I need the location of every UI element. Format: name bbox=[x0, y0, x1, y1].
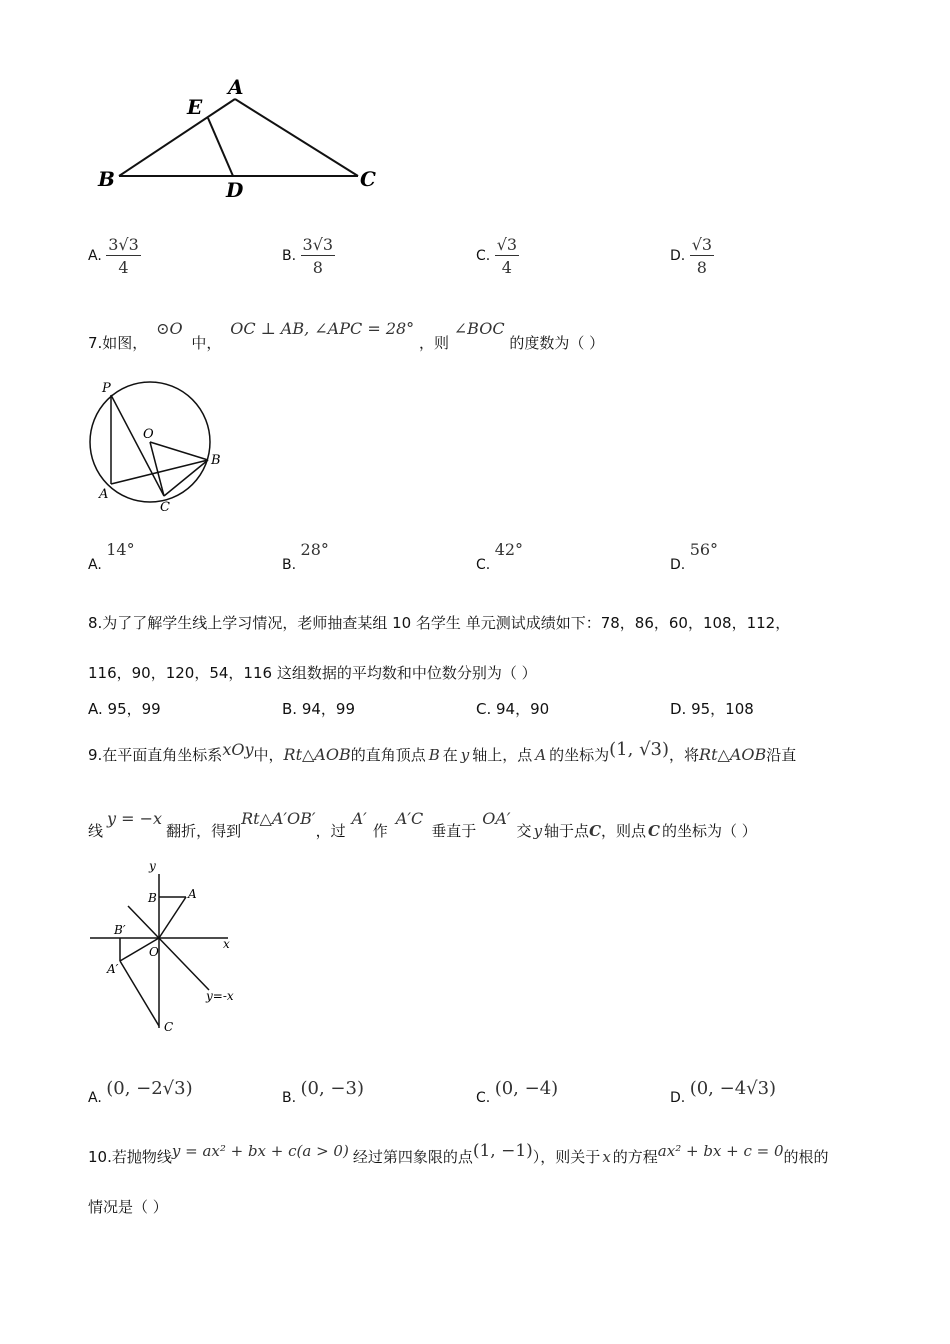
q7-ze: ，则 bbox=[418, 334, 449, 352]
triangle-figure bbox=[90, 72, 390, 202]
option-value: (0, −4) bbox=[494, 1078, 559, 1099]
q9-text: 翻折，得到 bbox=[166, 822, 242, 840]
q9-text: 中， bbox=[253, 746, 284, 764]
label-b: B bbox=[211, 453, 221, 468]
q10-text: 经过第四象限的点 bbox=[352, 1148, 473, 1166]
q7-angle: ∠BOC bbox=[453, 319, 505, 338]
option-fraction bbox=[690, 235, 714, 277]
line-y-neg-x bbox=[128, 906, 209, 990]
q9-text: 作 bbox=[372, 822, 388, 840]
fraction-numerator: √3 bbox=[691, 235, 713, 254]
q7-circle: ⊙O bbox=[156, 319, 183, 338]
q10-text: 的根的 bbox=[783, 1148, 829, 1166]
circle-figure bbox=[88, 372, 233, 517]
option-value: 14° bbox=[106, 540, 135, 559]
label-a: A bbox=[188, 887, 197, 901]
segment-ab bbox=[119, 99, 235, 176]
q8-option-a[interactable]: A. 95，99 bbox=[88, 700, 161, 718]
option-letter: B. bbox=[282, 248, 297, 264]
q7-option-d[interactable] bbox=[670, 540, 719, 573]
q10-equation: ax² + bx + c = 0 bbox=[657, 1142, 784, 1160]
q9-text: 在 bbox=[442, 746, 458, 764]
q9-line-2 bbox=[88, 808, 757, 840]
q9-text: 轴于点 bbox=[544, 822, 590, 840]
q8-option-d[interactable]: D. 95，108 bbox=[670, 700, 754, 718]
q7-option-c[interactable] bbox=[476, 540, 524, 573]
q9-text: 的直角顶点 bbox=[350, 746, 426, 764]
q9-rt-aob: Rt△AOB bbox=[283, 745, 351, 764]
q7-option-a[interactable] bbox=[88, 540, 135, 573]
segment-ac bbox=[235, 99, 358, 176]
fraction-denominator: 8 bbox=[312, 258, 323, 277]
q9-option-d[interactable] bbox=[670, 1078, 777, 1106]
q6-option-d[interactable] bbox=[670, 235, 714, 277]
q9-text: 9.在平面直角坐标系 bbox=[88, 746, 223, 764]
label-c: C bbox=[360, 167, 376, 191]
segment-oc bbox=[150, 442, 164, 496]
option-letter: C. bbox=[476, 248, 491, 264]
label-ap: A′ bbox=[107, 962, 119, 976]
q9-text: ，过 bbox=[315, 822, 346, 840]
fraction-denominator: 8 bbox=[696, 258, 707, 277]
label-o: O bbox=[149, 945, 159, 959]
q7-stem bbox=[88, 318, 605, 352]
option-fraction bbox=[301, 235, 336, 277]
q9-text: ，将 bbox=[669, 746, 700, 764]
q10-line-1 bbox=[88, 1140, 829, 1166]
q9-text: 垂直于 bbox=[431, 822, 477, 840]
q9-option-c[interactable] bbox=[476, 1078, 559, 1106]
q8-option-b[interactable]: B. 94，99 bbox=[282, 700, 356, 718]
q9-oap: OA′ bbox=[482, 809, 511, 828]
q9-a: A bbox=[535, 746, 547, 764]
q7-suffix: 的度数为（ ） bbox=[509, 334, 605, 352]
q9-line-1 bbox=[88, 739, 797, 765]
q9-c1: C bbox=[589, 822, 602, 840]
option-letter: C. bbox=[476, 557, 491, 573]
option-value: (0, −4√3) bbox=[689, 1078, 777, 1099]
q6-option-b[interactable] bbox=[282, 235, 335, 277]
fraction-numerator: √3 bbox=[496, 235, 518, 254]
q9-rt-aob-2: Rt△AOB bbox=[699, 745, 767, 764]
segment-apc bbox=[120, 961, 159, 1026]
option-value: (0, −3) bbox=[300, 1078, 364, 1099]
label-x: x bbox=[223, 937, 230, 951]
option-value: 56° bbox=[689, 540, 719, 559]
q7-zhong: 中， bbox=[191, 334, 222, 352]
option-fraction bbox=[495, 235, 519, 277]
option-letter: D. bbox=[670, 1090, 686, 1106]
q10-point: (1, −1) bbox=[472, 1141, 533, 1161]
q7-condition: OC ⊥ AB, ∠APC = 28° bbox=[230, 319, 415, 338]
q9-coord: (1, √3) bbox=[609, 739, 670, 760]
q9-text: 交 bbox=[516, 822, 532, 840]
q6-option-a[interactable] bbox=[88, 235, 141, 277]
q9-rt-aobp: Rt△A′OB′ bbox=[241, 809, 316, 828]
label-a: A bbox=[228, 75, 244, 99]
q9-y2: y bbox=[533, 822, 543, 840]
q9-text: 的坐标为（ ） bbox=[661, 822, 757, 840]
label-line: y=-x bbox=[206, 989, 234, 1003]
q9-text: 的坐标为 bbox=[549, 746, 610, 764]
option-value: 42° bbox=[494, 540, 524, 559]
q10-line-2: 情况是（ ） bbox=[88, 1198, 168, 1216]
label-d: D bbox=[226, 178, 244, 202]
q9-y: y bbox=[460, 746, 470, 764]
option-letter: A. bbox=[88, 557, 102, 573]
option-value: (0, −2√3) bbox=[106, 1078, 193, 1099]
label-c: C bbox=[164, 1020, 174, 1034]
q9-b: B bbox=[428, 746, 440, 764]
q10-text: 10.若抛物线 bbox=[88, 1148, 172, 1166]
option-letter: B. bbox=[282, 557, 297, 573]
option-letter: D. bbox=[670, 557, 686, 573]
segment-ed bbox=[208, 118, 233, 176]
option-value: 28° bbox=[300, 540, 329, 559]
segment-ao bbox=[159, 897, 186, 938]
q10-text: ），则关于 bbox=[532, 1148, 601, 1166]
q9-text: ，则点 bbox=[601, 822, 647, 840]
q6-option-c[interactable] bbox=[476, 235, 519, 277]
q9-text: 沿直 bbox=[766, 746, 797, 764]
fraction-denominator: 4 bbox=[501, 258, 512, 277]
q9-xoy: xOy bbox=[222, 740, 254, 759]
q8-line-1: 8.为了了解学生线上学习情况，老师抽查某组 10 名学生 单元测试成绩如下：78，86，60，108，112， bbox=[88, 614, 791, 632]
option-fraction bbox=[106, 235, 141, 277]
option-letter: A. bbox=[88, 1090, 102, 1106]
q8-line-2: 116，90，120，54，116 这组数据的平均数和中位数分别为（ ） bbox=[88, 664, 537, 682]
q7-option-b[interactable] bbox=[282, 540, 329, 573]
label-e: E bbox=[187, 95, 203, 119]
fraction-denominator: 4 bbox=[118, 258, 129, 277]
q9-c2: C bbox=[648, 822, 660, 840]
q9-text: 轴上，点 bbox=[472, 746, 533, 764]
option-letter: D. bbox=[670, 248, 686, 264]
label-bp: B′ bbox=[114, 923, 126, 937]
q9-apc: A′C bbox=[395, 809, 424, 828]
q9-option-b[interactable] bbox=[282, 1078, 364, 1106]
label-b: B bbox=[98, 167, 115, 191]
option-letter: C. bbox=[476, 1090, 491, 1106]
q9-ap: A′ bbox=[351, 809, 367, 828]
option-letter: B. bbox=[282, 1090, 297, 1106]
q10-x: x bbox=[602, 1148, 611, 1166]
q7-prefix: 7.如图， bbox=[88, 334, 148, 352]
q8-option-c[interactable]: C. 94，90 bbox=[476, 700, 550, 718]
label-b: B bbox=[148, 891, 157, 905]
q9-option-a[interactable] bbox=[88, 1078, 193, 1106]
option-letter: A. bbox=[88, 248, 102, 264]
q9-text: 线 bbox=[88, 822, 104, 840]
segment-pc bbox=[111, 395, 164, 496]
fraction-numerator: 3√3 bbox=[302, 235, 334, 254]
q10-parabola: y = ax² + bx + c(a > 0) bbox=[171, 1142, 349, 1160]
label-a: A bbox=[99, 487, 109, 502]
fraction-numerator: 3√3 bbox=[108, 235, 139, 254]
label-o: O bbox=[143, 427, 154, 442]
coordinate-figure bbox=[86, 856, 256, 1041]
label-c: C bbox=[160, 500, 170, 515]
label-p: P bbox=[102, 381, 111, 396]
q10-text: 的方程 bbox=[612, 1148, 658, 1166]
q9-line-eq: y = −x bbox=[107, 809, 163, 828]
label-y: y bbox=[149, 859, 156, 873]
segment-ob bbox=[150, 442, 208, 460]
